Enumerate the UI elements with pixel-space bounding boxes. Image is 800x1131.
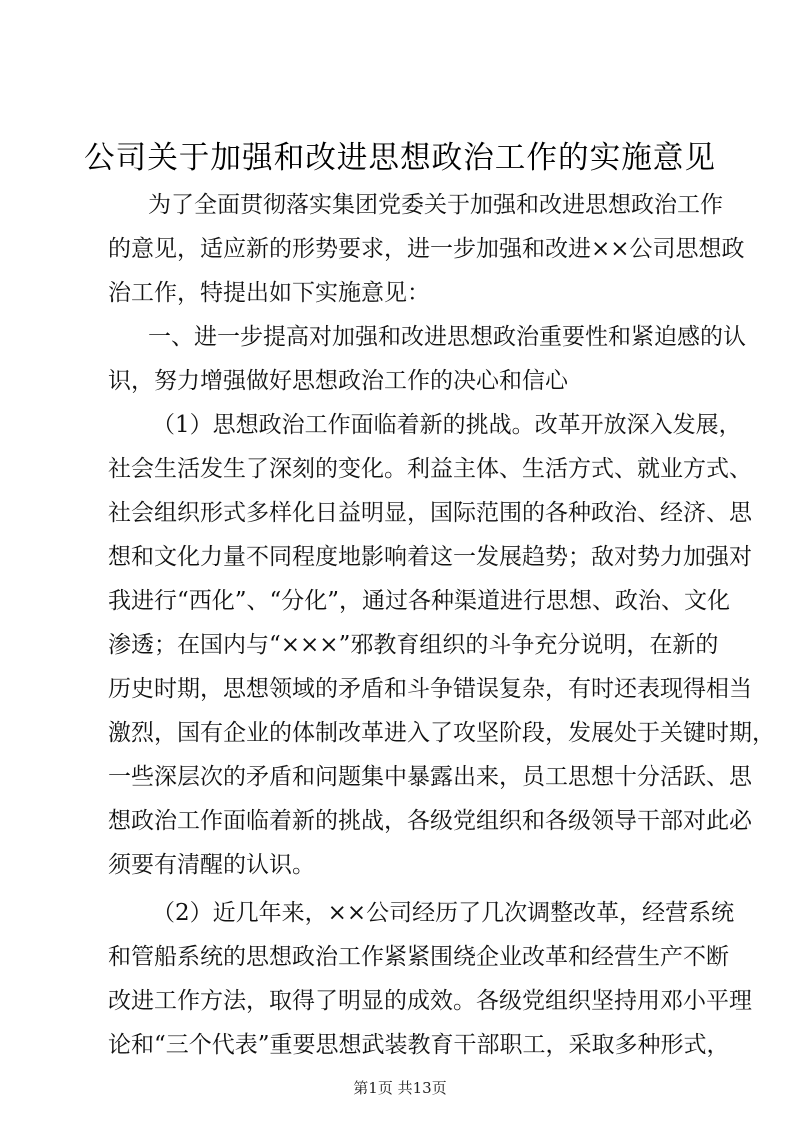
section-heading-line-2: 识，努力增强做好思想政治工作的决心和信心 (108, 368, 568, 394)
paragraph-line-10: 我进行“西化”、“分化”，通过各种渠道进行思想、政治、文化 (108, 588, 731, 614)
paragraph-line-18: 和管船系统的思想政治工作紧紧围绕企业改革和经营生产不断 (108, 944, 729, 970)
paragraph-line-6: （1）思想政治工作面临着新的挑战。改革开放深入发展， (152, 412, 742, 438)
paragraph-line-7: 社会生活发生了深刻的变化。利益主体、生活方式、就业方式、 (108, 456, 752, 482)
page-footer: 第1页 共13页 (353, 1079, 447, 1097)
section-heading-line-1: 一、进一步提高对加强和改进思想政治重要性和紧迫感的认 (148, 324, 746, 350)
document-title: 公司关于加强和改进思想政治工作的实施意见 (84, 140, 716, 176)
paragraph-line-14: 一些深层次的矛盾和问题集中暴露出来，员工思想十分活跃、思 (108, 764, 752, 790)
paragraph-line-3: 治工作，特提出如下实施意见： (108, 280, 430, 306)
paragraph-line-15: 想政治工作面临着新的挑战，各级党组织和各级领导干部对此必 (108, 808, 752, 834)
paragraph-line-17: （2）近几年来，××公司经历了几次调整改革，经营系统 (152, 900, 735, 926)
paragraph-line-12: 历史时期，思想领域的矛盾和斗争错误复杂，有时还表现得相当 (108, 676, 752, 702)
paragraph-line-11: 渗透；在国内与“×××”邪教育组织的斗争充分说明，在新的 (108, 632, 719, 658)
paragraph-line-13: 激烈，国有企业的体制改革进入了攻坚阶段，发展处于关键时期， (108, 720, 775, 746)
paragraph-line-8: 社会组织形式多样化日益明显，国际范围的各种政治、经济、思 (108, 500, 752, 526)
paragraph-line-16: 须要有清醒的认识。 (108, 852, 315, 878)
paragraph-line-2: 的意见，适应新的形势要求，进一步加强和改进××公司思想政 (108, 236, 745, 262)
paragraph-line-1: 为了全面贯彻落实集团党委关于加强和改进思想政治工作 (148, 192, 723, 218)
paragraph-line-9: 想和文化力量不同程度地影响着这一发展趋势；敌对势力加强对 (108, 544, 752, 570)
paragraph-line-20: 论和“三个代表”重要思想武装教育干部职工，采取多种形式， (108, 1032, 730, 1058)
paragraph-line-19: 改进工作方法，取得了明显的成效。各级党组织坚持用邓小平理 (108, 988, 752, 1014)
